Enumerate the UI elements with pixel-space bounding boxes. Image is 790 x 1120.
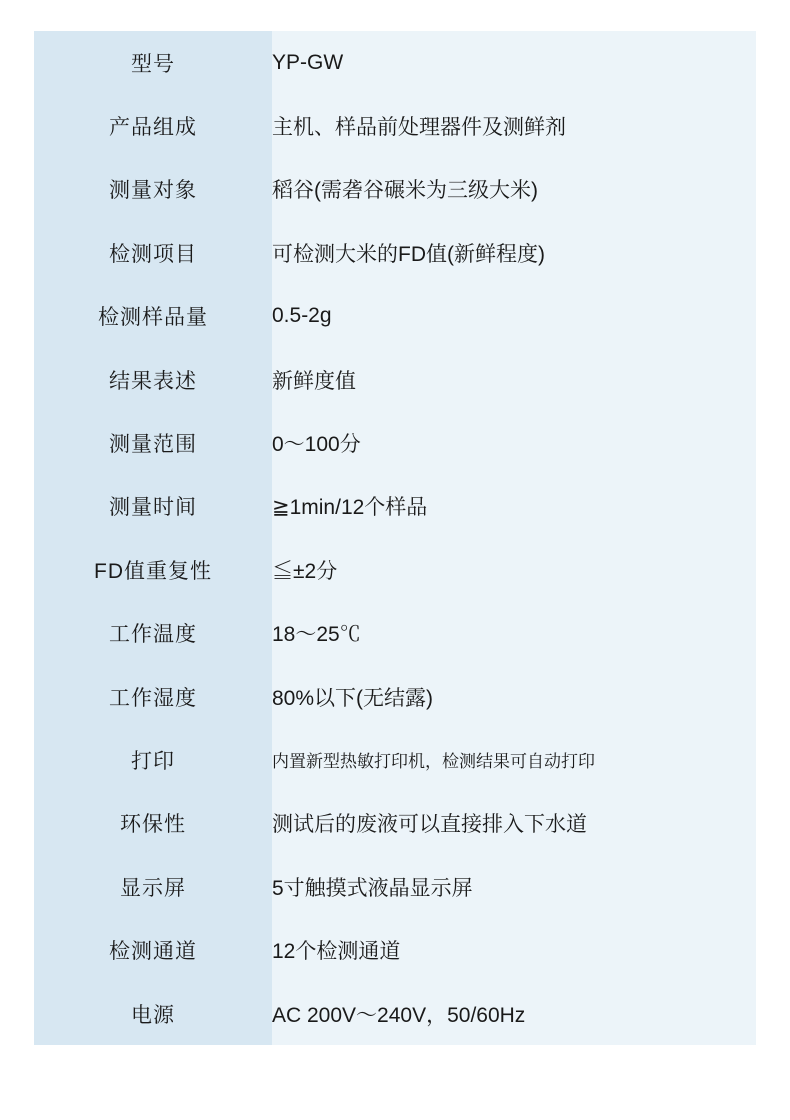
- table-row: [34, 221, 756, 284]
- spec-value-cell: 可检测大米的FD值(新鲜程度): [272, 221, 756, 284]
- table-row: [34, 792, 756, 855]
- specification-table-body: [34, 31, 756, 1045]
- spec-label-cell: 显示屏: [34, 855, 272, 918]
- spec-value-cell: 0.5-2g: [272, 285, 756, 348]
- table-row: [34, 158, 756, 221]
- spec-label-cell: 检测样品量: [34, 285, 272, 348]
- spec-value-cell: 稻谷(需砻谷碾米为三级大米): [272, 158, 756, 221]
- spec-label-cell: 测量对象: [34, 158, 272, 221]
- spec-label-cell: 电源: [34, 982, 272, 1045]
- table-row: [34, 855, 756, 918]
- spec-value-cell: 0～100分: [272, 411, 756, 474]
- spec-value-cell: YP-GW: [272, 31, 756, 94]
- spec-label-cell: 结果表述: [34, 348, 272, 411]
- table-row: [34, 602, 756, 665]
- spec-value-cell: 测试后的废液可以直接排入下水道: [272, 792, 756, 855]
- specification-table: [34, 31, 756, 1045]
- spec-label-cell: 环保性: [34, 792, 272, 855]
- spec-label-cell: 工作湿度: [34, 665, 272, 728]
- table-row: [34, 94, 756, 157]
- spec-value-cell: 内置新型热敏打印机，检测结果可自动打印: [272, 728, 756, 791]
- table-row: [34, 538, 756, 601]
- table-row: [34, 285, 756, 348]
- spec-value-cell: AC 200V～240V，50/60Hz: [272, 982, 756, 1045]
- table-row: [34, 982, 756, 1045]
- table-row: [34, 411, 756, 474]
- spec-value-cell: 80%以下(无结露): [272, 665, 756, 728]
- spec-label-cell: FD值重复性: [34, 538, 272, 601]
- table-row: [34, 31, 756, 94]
- spec-label-cell: 测量时间: [34, 475, 272, 538]
- spec-label-cell: 型号: [34, 31, 272, 94]
- spec-value-cell: ≦±2分: [272, 538, 756, 601]
- table-row: [34, 728, 756, 791]
- spec-label-cell: 测量范围: [34, 411, 272, 474]
- spec-label-cell: 工作温度: [34, 602, 272, 665]
- table-row: [34, 348, 756, 411]
- spec-value-cell: ≧1min/12个样品: [272, 475, 756, 538]
- spec-label-cell: 产品组成: [34, 94, 272, 157]
- spec-label-cell: 检测通道: [34, 918, 272, 981]
- table-row: [34, 475, 756, 538]
- spec-value-cell: 主机、样品前处理器件及测鲜剂: [272, 94, 756, 157]
- table-row: [34, 918, 756, 981]
- table-row: [34, 665, 756, 728]
- spec-value-cell: 5寸触摸式液晶显示屏: [272, 855, 756, 918]
- spec-value-cell: 12个检测通道: [272, 918, 756, 981]
- spec-label-cell: 打印: [34, 728, 272, 791]
- spec-value-cell: 18～25℃: [272, 602, 756, 665]
- spec-value-cell: 新鲜度值: [272, 348, 756, 411]
- spec-label-cell: 检测项目: [34, 221, 272, 284]
